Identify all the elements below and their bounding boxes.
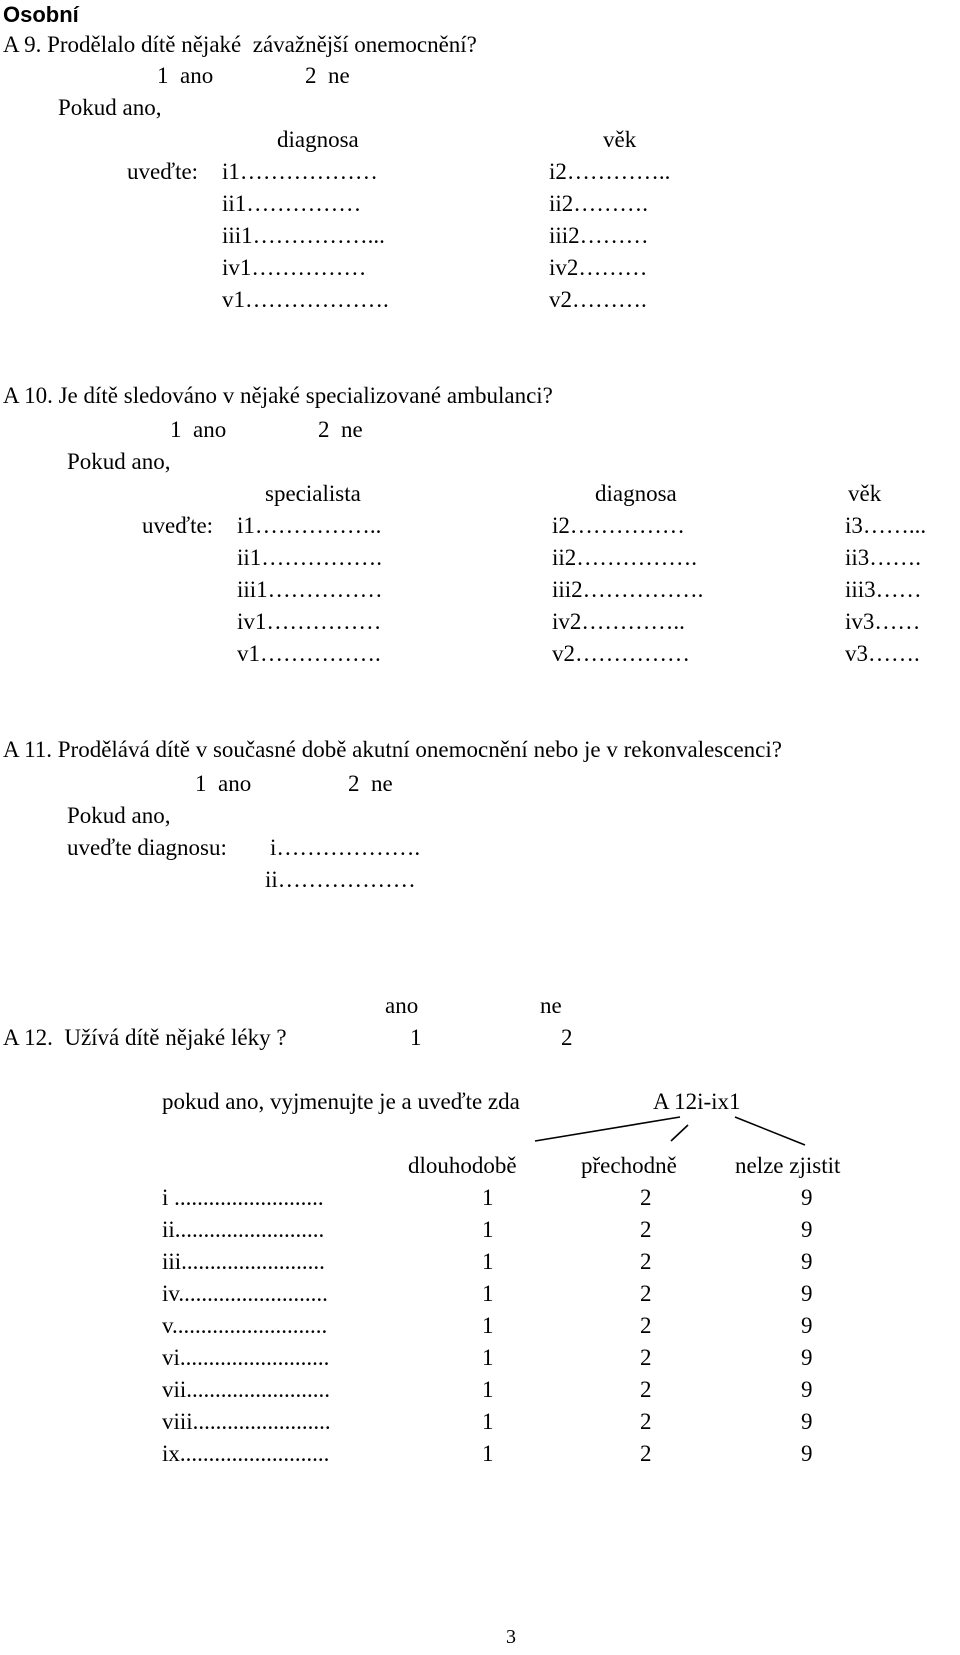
q9-if-yes: Pokud ano, [58,95,162,120]
q9-age-field[interactable]: iv2……… [549,255,648,280]
q10-age-field[interactable]: v3……. [845,641,920,666]
q12-choice-temporary[interactable]: 2 [640,1377,652,1402]
q12-medication-field[interactable]: iv.......................... [162,1281,328,1306]
q10-age-field[interactable]: i3……... [845,513,927,538]
q12-option-no[interactable]: 2 [561,1025,573,1050]
q9-col-age: věk [603,127,637,152]
q12-col-temporary: přechodně [581,1153,677,1178]
q12-header-yes: ano [385,993,419,1018]
q12-question: A 12. Užívá dítě nějaké léky ? [3,1025,287,1050]
q12-choice-unknown[interactable]: 9 [801,1345,813,1370]
q10-diagnosis-field[interactable]: v2…………… [552,641,690,666]
q10-specialist-field[interactable]: i1…………….. [237,513,382,538]
q12-choice-long-term[interactable]: 1 [482,1345,494,1370]
q12-choice-long-term[interactable]: 1 [482,1185,494,1210]
q9-diagnosis-field[interactable]: iv1…………… [222,255,367,280]
q9-option-no[interactable]: 2 ne [305,63,350,88]
q12-instruction: pokud ano, vyjmenujte je a uveďte zda [162,1089,520,1114]
q12-choice-unknown[interactable]: 9 [801,1377,813,1402]
q12-choice-long-term[interactable]: 1 [482,1409,494,1434]
q12-choice-long-term[interactable]: 1 [482,1281,494,1306]
q12-choice-unknown[interactable]: 9 [801,1313,813,1338]
bracket-line-left [535,1117,680,1141]
bracket-line-right [735,1117,805,1145]
q9-diagnosis-field[interactable]: v1………………. [222,287,389,312]
q10-option-no[interactable]: 2 ne [318,417,363,442]
q12-choice-long-term[interactable]: 1 [482,1377,494,1402]
q10-specify-label: uveďte: [142,513,214,538]
q9-col-diagnosis: diagnosa [277,127,359,152]
q10-option-yes[interactable]: 1 ano [170,417,227,442]
q12-choice-temporary[interactable]: 2 [640,1313,652,1338]
q12-medication-field[interactable]: ii.......................... [162,1217,325,1242]
q9-question: A 9. Prodělalo dítě nějaké závažnější onemocnění? [3,32,477,57]
q11-option-yes[interactable]: 1 ano [195,771,252,796]
q12-col-unknown: nelze zjistit [735,1153,841,1178]
q12-choice-unknown[interactable]: 9 [801,1409,813,1434]
q12-col-long-term: dlouhodobě [408,1153,517,1178]
q10-specialist-field[interactable]: ii1……………. [237,545,383,570]
q10-diagnosis-field[interactable]: iv2………….. [552,609,685,634]
q12-choice-temporary[interactable]: 2 [640,1217,652,1242]
q10-col-specialist: specialista [265,481,361,506]
q12-medication-field[interactable]: viii........................ [162,1409,331,1434]
q11-diagnosis-field[interactable]: i………………. [270,835,421,860]
q12-choice-unknown[interactable]: 9 [801,1249,813,1274]
q10-specialist-field[interactable]: iii1…………… [237,577,383,602]
q9-diagnosis-field[interactable]: ii1…………… [222,191,362,216]
q12-choice-long-term[interactable]: 1 [482,1441,494,1466]
q12-option-yes[interactable]: 1 [410,1025,422,1050]
q10-diagnosis-field[interactable]: ii2……………. [552,545,698,570]
q10-specialist-field[interactable]: iv1…………… [237,609,382,634]
q12-medication-field[interactable]: ix.......................... [162,1441,330,1466]
q10-specialist-field[interactable]: v1……………. [237,641,381,666]
q12-medication-field[interactable]: vii......................... [162,1377,331,1402]
q12-header-no: ne [540,993,562,1018]
q12-medication-field[interactable]: iii......................... [162,1249,325,1274]
q10-col-age: věk [848,481,882,506]
q10-if-yes: Pokud ano, [67,449,171,474]
q9-age-field[interactable]: ii2………. [549,191,649,216]
q10-diagnosis-field[interactable]: iii2……………. [552,577,704,602]
page-number: 3 [506,1626,516,1648]
q12-choice-temporary[interactable]: 2 [640,1409,652,1434]
q12-choice-unknown[interactable]: 9 [801,1441,813,1466]
q9-age-field[interactable]: iii2……… [549,223,649,248]
q9-specify-label: uveďte: [127,159,199,184]
q10-col-diagnosis: diagnosa [595,481,677,506]
q12-choice-unknown[interactable]: 9 [801,1217,813,1242]
q12-medication-field[interactable]: v........................... [162,1313,328,1338]
q11-specify-diagnosis-label: uveďte diagnosu: [67,835,227,860]
q12-choice-temporary[interactable]: 2 [640,1441,652,1466]
q12-choice-long-term[interactable]: 1 [482,1313,494,1338]
q12-choice-temporary[interactable]: 2 [640,1185,652,1210]
q11-diagnosis-field[interactable]: ii……………… [265,867,416,892]
q12-medication-field[interactable]: i .......................... [162,1185,324,1210]
q11-question: A 11. Prodělává dítě v současné době akutní onemocnění nebo je v rekonvalescenci? [3,737,782,762]
q10-age-field[interactable]: ii3……. [845,545,922,570]
q9-option-yes[interactable]: 1 ano [157,63,214,88]
q11-if-yes: Pokud ano, [67,803,171,828]
q10-age-field[interactable]: iii3…… [845,577,922,602]
q12-choice-long-term[interactable]: 1 [482,1217,494,1242]
q12-medication-field[interactable]: vi.......................... [162,1345,330,1370]
bracket-line-middle [671,1125,688,1141]
q12-choice-unknown[interactable]: 9 [801,1185,813,1210]
q10-age-field[interactable]: iv3…… [845,609,921,634]
q9-diagnosis-field[interactable]: i1……………… [222,159,378,184]
q10-diagnosis-field[interactable]: i2…………… [552,513,685,538]
q9-age-field[interactable]: i2………….. [549,159,671,184]
q11-option-no[interactable]: 2 ne [348,771,393,796]
q12-choice-temporary[interactable]: 2 [640,1345,652,1370]
section-title: Osobní [3,2,79,27]
q12-reference: A 12i-ix1 [653,1089,741,1114]
q12-choice-unknown[interactable]: 9 [801,1281,813,1306]
q12-choice-temporary[interactable]: 2 [640,1249,652,1274]
q12-choice-temporary[interactable]: 2 [640,1281,652,1306]
q10-question: A 10. Je dítě sledováno v nějaké specializované ambulanci? [3,383,553,408]
q12-choice-long-term[interactable]: 1 [482,1249,494,1274]
q9-diagnosis-field[interactable]: iii1……………... [222,223,385,248]
q9-age-field[interactable]: v2………. [549,287,647,312]
